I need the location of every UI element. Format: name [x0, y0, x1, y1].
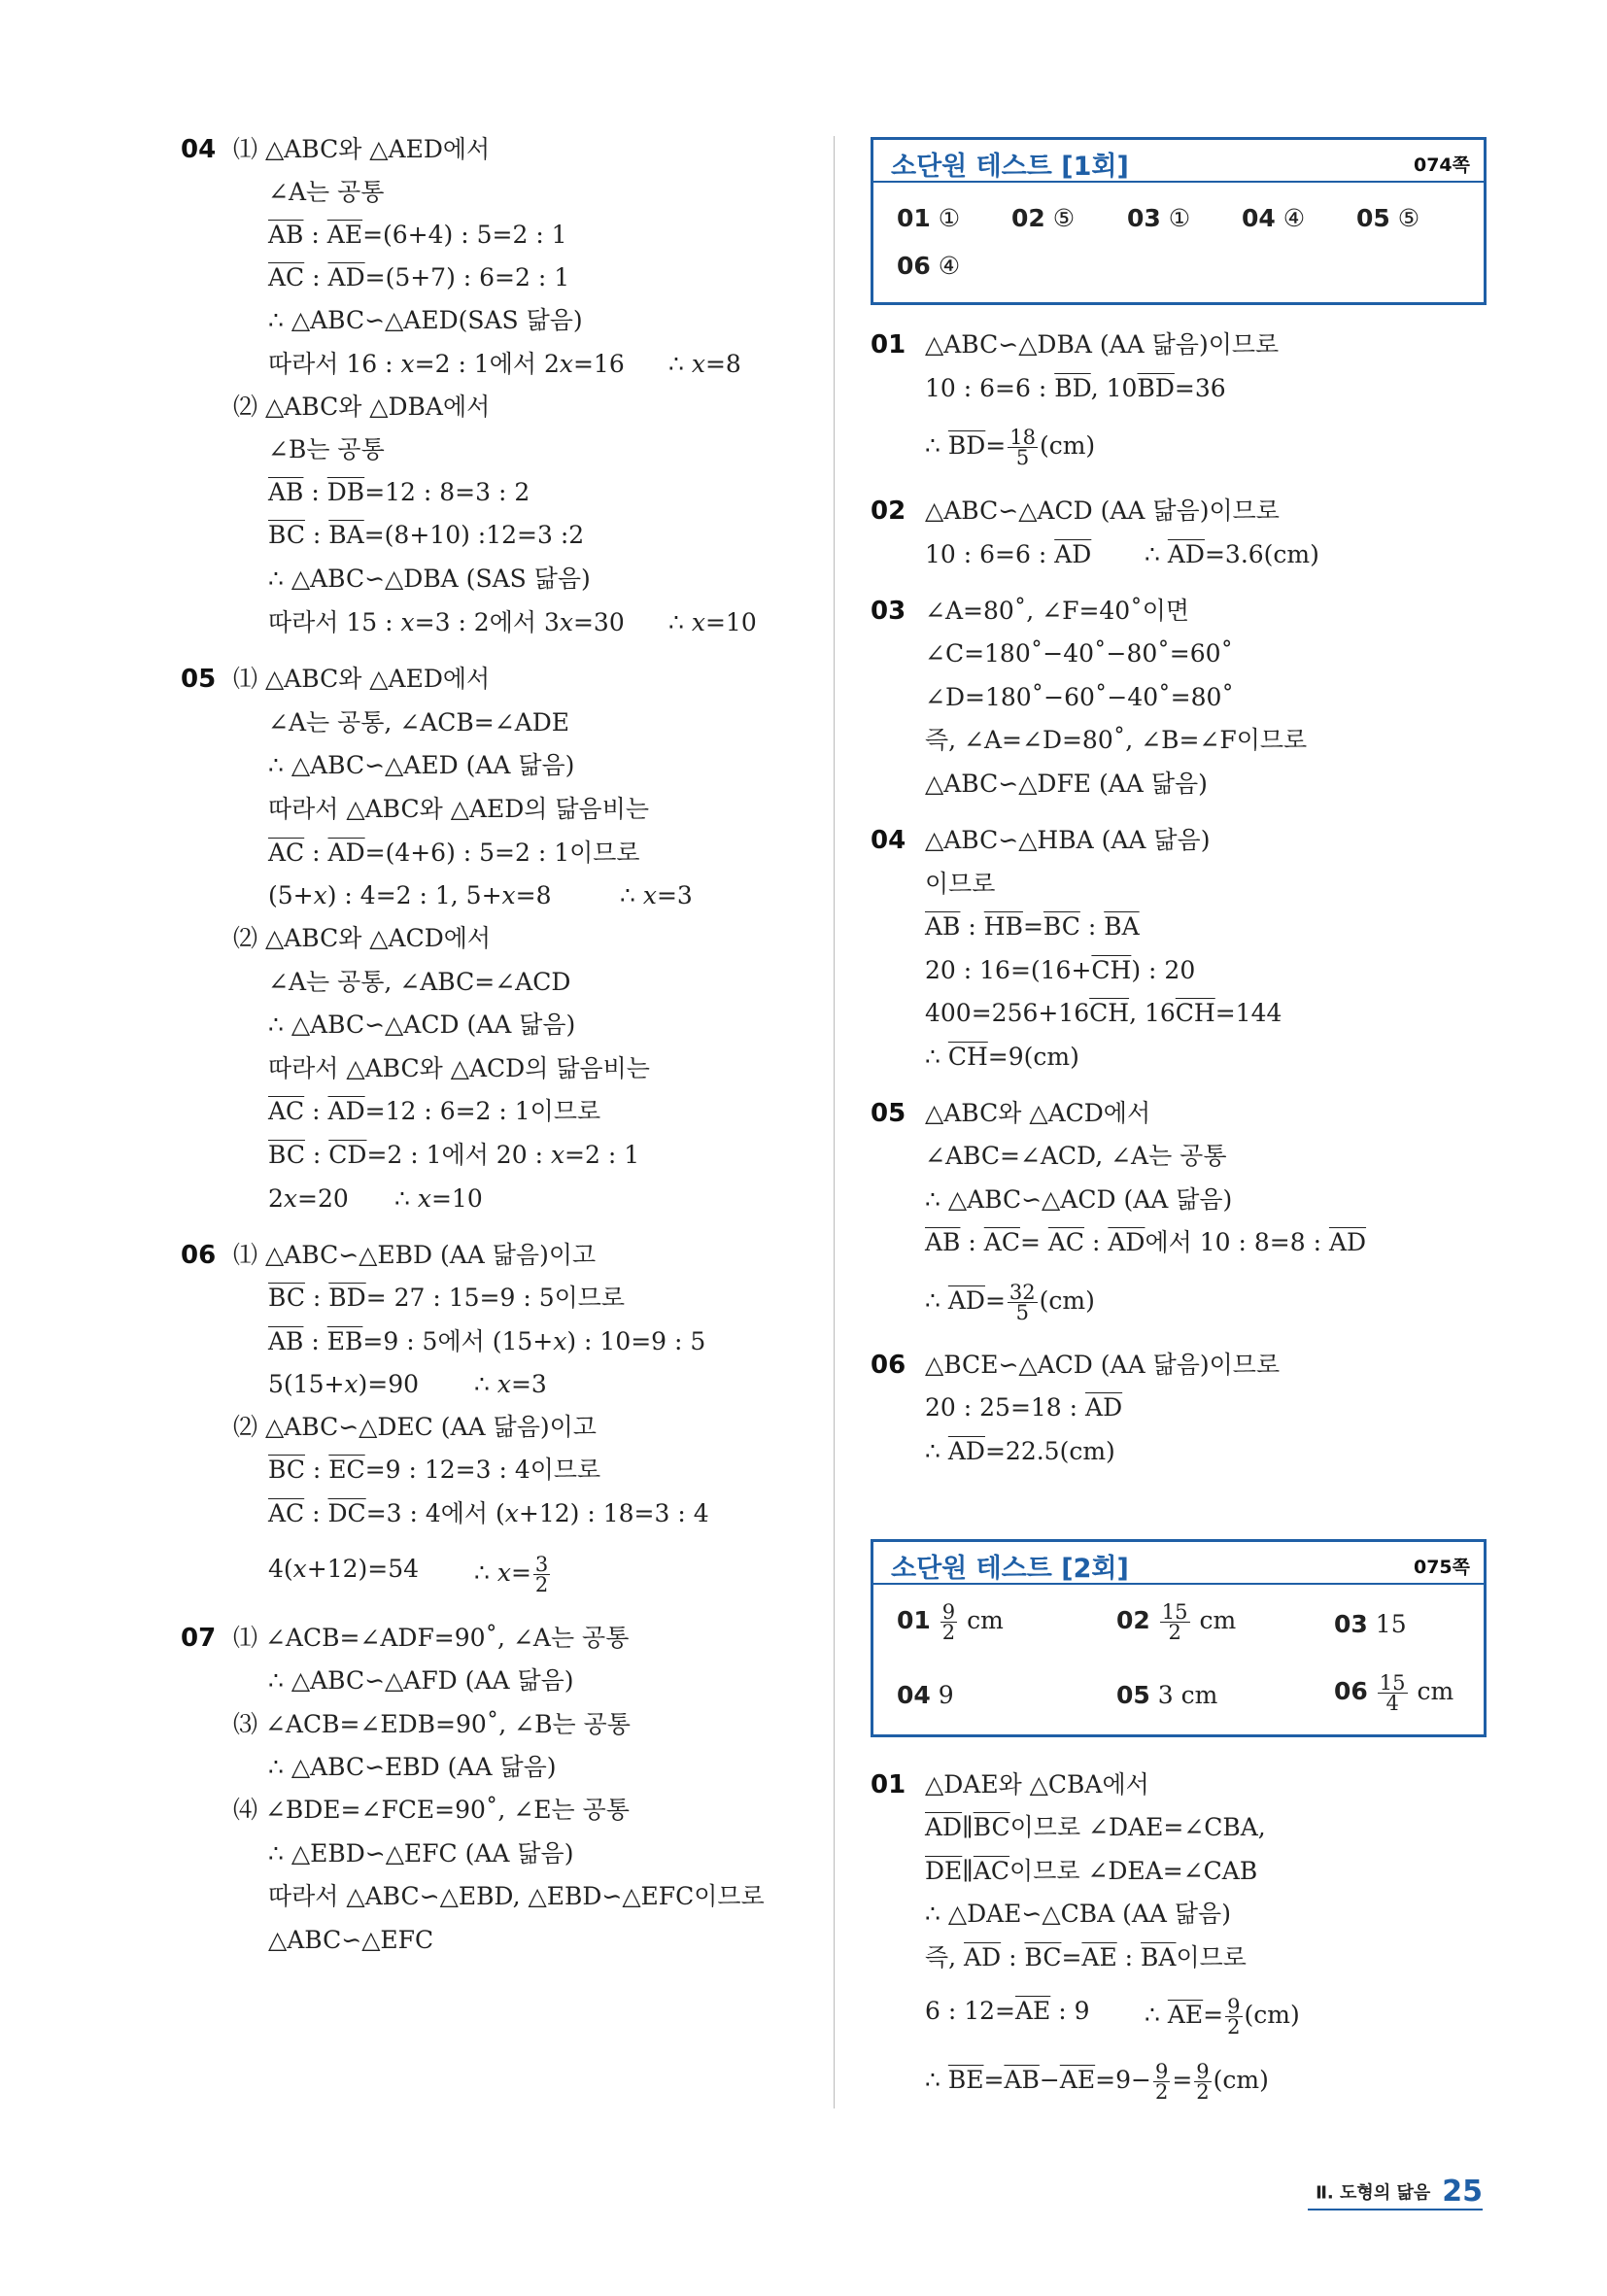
solution-line: ∴ △ABC∽△AED(SAS 닮음) [268, 306, 583, 334]
solution-line: △ABC∽△HBA (AA 닮음) [925, 826, 1211, 854]
answer-item: 04 ④ [1242, 204, 1306, 232]
solution-line: ∠A는 공통 [268, 178, 385, 206]
solution-line: ∴ $\overline{AD}=$ $\frac{32}{5}$ (cm) [925, 1281, 1095, 1324]
fraction: $\frac{3}{2}$ [534, 1553, 549, 1596]
solution-line: ∴ △EBD∽△EFC (AA 닮음) [268, 1839, 574, 1868]
solution-line: ∴ $\overline{CH}=9(cm)$ [925, 1043, 1079, 1071]
solution-line: ∴ x=8 [668, 350, 741, 378]
solution-line: ∠D=180˚−60˚−40˚=80˚ [925, 683, 1234, 711]
solution-line: 20 : 25=18 : $\overline{AD}$ [925, 1393, 1123, 1422]
solution-line: ∠A는 공통, ∠ACB=∠ADE [268, 708, 570, 737]
solution-line: ⑵ △ABC와 △ACD에서 [233, 924, 492, 952]
solution-line: $\overline{BC}$ : $\overline{CD}=2$ : 1에서 20 : x=2 : 1 [268, 1141, 640, 1169]
solution-line: ⑶ ∠ACB=∠EDB=90˚, ∠B는 공통 [233, 1710, 631, 1738]
answer-item: 03 ① [1127, 204, 1191, 232]
solution-line: ∴ △ABC∽△AED (AA 닮음) [268, 751, 575, 779]
solution-line: $\overline{BC}$ : $\overline{BA}=(8+10)$ :12=3 :2 [268, 521, 585, 549]
solution-line: ∴ $\overline{AE}=$ $\frac{9}{2}$ (cm) [1145, 1995, 1300, 2039]
solution-line: ∴ △DAE∽△CBA (AA 닮음) [925, 1900, 1231, 1928]
solution-line: $\overline{AC}$ : $\overline{AD}=12$ : 6=2 : 1이므로 [268, 1097, 601, 1125]
solution-line: $\overline{DE}\parallel\overline{AC}$이므로 ∠DEA=∠CAB [925, 1857, 1258, 1885]
answer-item: 04 9 [897, 1681, 954, 1709]
problem-number: 01 [871, 1770, 906, 1799]
fraction: $\frac{9}{2}$ [1196, 2060, 1210, 2104]
solution-line: 10 : 6=6 : $\overline{AD}$ [925, 540, 1092, 568]
solution-line: ∴ x=3 [620, 881, 693, 909]
footer-rule [1308, 2209, 1483, 2210]
problem-number: 04 [871, 826, 906, 855]
solution-line: △BCE∽△ACD (AA 닮음)이므로 [925, 1351, 1281, 1379]
solution-line: $\overline{BC}$ : $\overline{EC}=9$ : 12=3 : 4이므로 [268, 1456, 601, 1484]
solution-line: ∴ $\overline{AD}=3.6(cm)$ [1145, 540, 1319, 568]
answer-item: 06 ④ [897, 252, 961, 280]
solution-line: $\overline{AC}$ : $\overline{AD}=(4+6)$ : 5=2 : 1이므로 [268, 839, 640, 867]
page-reference: 074쪽 [1413, 154, 1470, 176]
problem-number: 02 [871, 497, 906, 526]
page-reference: 075쪽 [1413, 1557, 1470, 1578]
solution-line: ∠C=180˚−40˚−80˚=60˚ [925, 639, 1234, 668]
solution-line: △ABC∽△DBA (AA 닮음)이므로 [925, 330, 1280, 359]
solution-line: 10 : 6=6 : $\overline{BD}$, $10\overline{BD}=36$ [925, 374, 1226, 402]
solution-line: ∠B는 공통 [268, 435, 385, 463]
solution-line: (5+x) : 4=2 : 1, 5+x=8 [268, 881, 552, 909]
problem-number: 04 [181, 135, 217, 164]
chapter-title: Ⅱ. 도형의 닮음 [1316, 2182, 1431, 2204]
solution-line: ∴ $\overline{AD}=22.5(cm)$ [925, 1437, 1115, 1465]
solution-line: 따라서 △ABC와 △AED의 닮음비는 [268, 795, 650, 823]
solution-line: ⑵ △ABC와 △DBA에서 [233, 393, 491, 421]
solution-line: $\overline{AB}$ : $\overline{AC}= \overline{AC}$ : $\overline{AD}$에서 10 : 8=8 : $\overline{AD}$ [925, 1228, 1367, 1256]
answer-item: 01 ① [897, 204, 961, 232]
solution-line: $\overline{AB}$ : $\overline{HB}=\overline{BC}$ : $\overline{BA}$ [925, 912, 1140, 941]
solution-line: ∴ △ABC∽△AFD (AA 닮음) [268, 1666, 574, 1695]
solution-line: $\overline{AB}$ : $\overline{DB}=12$ : 8=3 : 2 [268, 478, 530, 506]
solution-line: 따라서 △ABC와 △ACD의 닮음비는 [268, 1054, 650, 1082]
solution-line: ∴ x=10 [394, 1184, 483, 1213]
solution-line: $\overline{AB}$ : $\overline{EB}=9$ : 5에서 (15+x) : 10=9 : 5 [268, 1327, 706, 1355]
solution-line: $\overline{AC}$ : $\overline{AD}=(5+7)$ : 6=2 : 1 [268, 263, 570, 291]
answer-item: 05 ⑤ [1356, 204, 1420, 232]
solution-line: ∠ABC=∠ACD, ∠A는 공통 [925, 1142, 1227, 1170]
solution-line: △DAE와 △CBA에서 [925, 1770, 1149, 1799]
solution-line: $\overline{AB}$ : $\overline{AE}=(6+4)$ : 5=2 : 1 [268, 221, 567, 249]
unit-test-title: 소단원 테스트 [2회] [891, 1554, 1129, 1584]
solution-line: ⑵ △ABC∽△DEC (AA 닮음)이고 [233, 1413, 597, 1441]
solution-line: ∴ $\overline{BE}=\overline{AB}-\overline{AE}=9-$ $\frac{9}{2}$ = $\frac{9}{2}$ (cm) [925, 2060, 1269, 2104]
solution-line: ∴ △ABC∽△DBA (SAS 닮음) [268, 565, 591, 593]
solution-line: $\overline{AC}$ : $\overline{DC}=3$ : 4에서 (x+12) : 18=3 : 4 [268, 1499, 709, 1527]
page-footer [1316, 2175, 1483, 2209]
fraction: $\frac{9}{2}$ [1227, 1995, 1241, 2039]
unit-test-title: 소단원 테스트 [1회] [891, 152, 1129, 182]
solution-line: ∴ $\overline{BD}=$ $\frac{18}{5}$ (cm) [925, 426, 1096, 469]
solution-line: ∠A는 공통, ∠ABC=∠ACD [268, 968, 571, 996]
problem-number: 03 [871, 597, 906, 626]
problem-number: 07 [181, 1624, 217, 1653]
column-divider [834, 136, 835, 2108]
solution-line: $\overline{BC}$ : $\overline{BD}= 27$ : 15=9 : 5이므로 [268, 1284, 626, 1312]
solution-line: △ABC∽△ACD (AA 닮음)이므로 [925, 497, 1280, 525]
solution-line: ⑴ △ABC∽△EBD (AA 닮음)이고 [233, 1241, 597, 1269]
solution-line: ⑴ △ABC와 △AED에서 [233, 135, 491, 163]
answer-item: 03 15 [1334, 1610, 1407, 1638]
solution-line: ∴ x=3 [474, 1370, 547, 1398]
solution-line: 즉, $\overline{AD}$ : $\overline{BC}=\overline{AE}$ : $\overline{BA}$이므로 [925, 1943, 1247, 1971]
solution-line: $400=256+16\overline{CH}$, $16\overline{CH}=144$ [925, 999, 1282, 1027]
solution-line: 2x=20 [268, 1184, 349, 1213]
problem-number: 01 [871, 330, 906, 360]
problem-number: 05 [871, 1099, 906, 1128]
solution-line: △ABC∽△EFC [268, 1926, 434, 1954]
solution-line: ∴ △ABC∽△ACD (AA 닮음) [925, 1185, 1233, 1214]
solution-line: 즉, ∠A=∠D=80˚, ∠B=∠F이므로 [925, 726, 1308, 754]
solution-line: 6 : $12=\overline{AE}$ : 9 [925, 1997, 1090, 2025]
solution-line: 따라서 16 : x=2 : 1에서 2x=16 [268, 350, 625, 378]
solution-line: ⑴ △ABC와 △AED에서 [233, 665, 491, 693]
page-number: 25 [1442, 2175, 1483, 2209]
unit-test-box-2 [871, 1539, 1487, 1737]
answer-item: 02 ⑤ [1011, 204, 1076, 232]
solution-line: △ABC와 △ACD에서 [925, 1099, 1151, 1127]
solution-line: ∠A=80˚, ∠F=40˚이면 [925, 597, 1190, 625]
unit-test-box-1 [871, 137, 1487, 305]
problem-number: 05 [181, 665, 217, 694]
solution-line: 따라서 15 : x=3 : 2에서 3x=30 [268, 608, 625, 636]
unit-test-header [873, 1542, 1484, 1585]
answer-item: 06 $\frac{15}{4}$ cm [1334, 1671, 1454, 1715]
answer-item: 01 $\frac{9}{2}$ cm [897, 1600, 1004, 1644]
solution-line: ∴ x=10 [668, 608, 757, 636]
solution-line: 따라서 △ABC∽△EBD, △EBD∽△EFC이므로 [268, 1882, 765, 1910]
fraction: $\frac{9}{2}$ [1154, 2060, 1169, 2104]
solution-line: ∴ x= $\frac{3}{2}$ [474, 1553, 549, 1596]
solution-line: ∴ △ABC∽EBD (AA 닮음) [268, 1753, 557, 1781]
answer-item: 02 $\frac{15}{2}$ cm [1116, 1600, 1237, 1644]
fraction: $\frac{18}{5}$ [1009, 426, 1036, 469]
solution-line: 4(x+12)=54 [268, 1555, 420, 1583]
solution-line: ∴ △ABC∽△ACD (AA 닮음) [268, 1011, 576, 1039]
solution-line: ⑷ ∠BDE=∠FCE=90˚, ∠E는 공통 [233, 1796, 630, 1824]
problem-number: 06 [181, 1241, 217, 1270]
solution-line: 20 : $16=(16+\overline{CH})$ : 20 [925, 956, 1196, 984]
solution-line: $\overline{AD}\parallel\overline{BC}$이므로 ∠DAE=∠CBA, [925, 1813, 1266, 1841]
solution-line: 5(15+x)=90 [268, 1370, 420, 1398]
unit-test-header [873, 140, 1484, 183]
solution-line: △ABC∽△DFE (AA 닮음) [925, 770, 1208, 798]
solution-line: 이므로 [925, 870, 996, 898]
problem-number: 06 [871, 1351, 906, 1380]
fraction: $\frac{32}{5}$ [1009, 1281, 1036, 1324]
answer-item: 05 3 cm [1116, 1681, 1218, 1709]
solution-line: ⑴ ∠ACB=∠ADF=90˚, ∠A는 공통 [233, 1624, 630, 1652]
